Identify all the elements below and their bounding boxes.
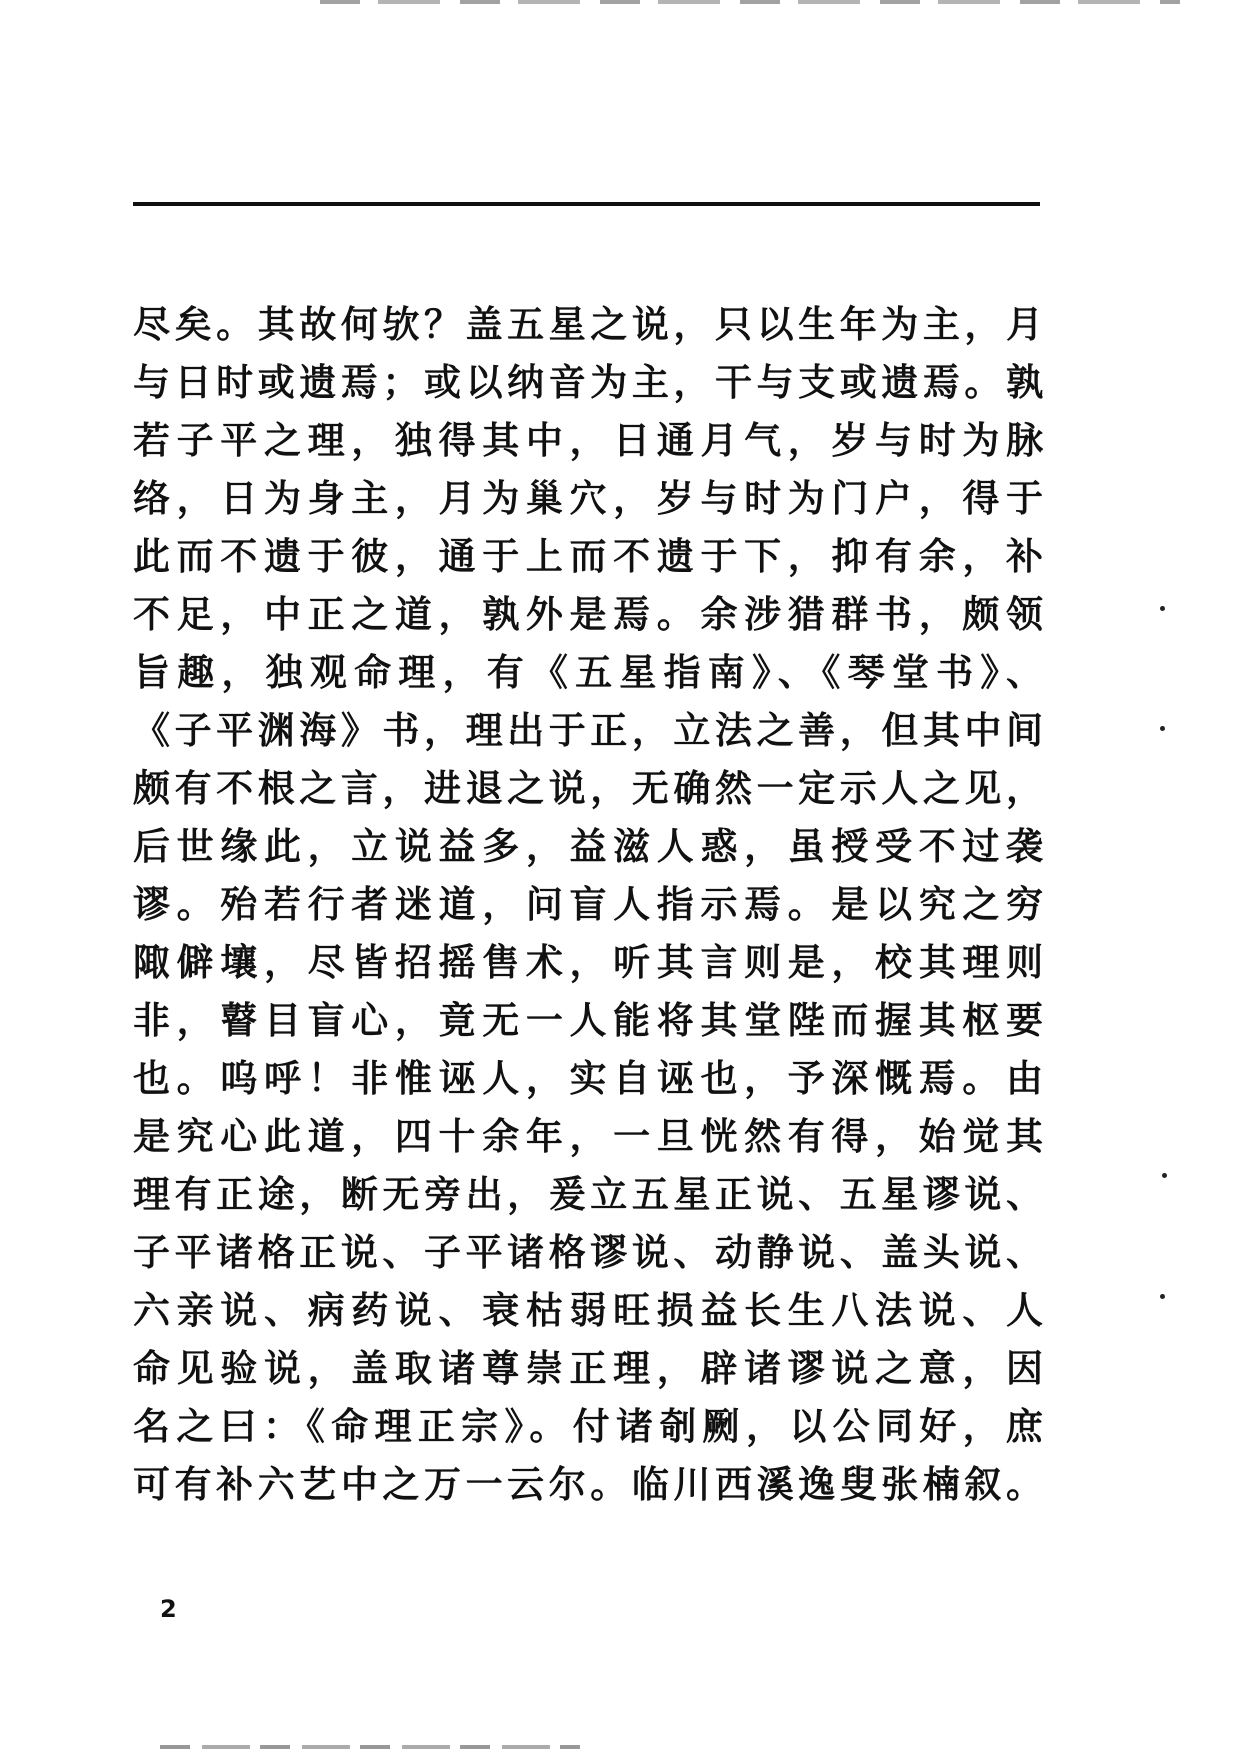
text-line-15: 是究心此道，四十余年，一旦恍然有得，始觉其 <box>133 1114 1043 1158</box>
text-line-14: 也。呜呼！非惟诬人，实自诬也，予深慨焉。由 <box>133 1056 1043 1100</box>
text-line-3: 若子平之理，独得其中，日通月气，岁与时为脉 <box>133 418 1043 462</box>
page-number: 2 <box>160 1595 177 1623</box>
text-line-8: 《子平渊海》书，理出于正，立法之善，但其中间 <box>133 708 1043 752</box>
text-line-7: 旨趣，独观命理，有《五星指南》、《琴堂书》、 <box>133 650 1043 694</box>
header-rule <box>133 202 1040 206</box>
text-line-11: 谬。殆若行者迷道，问盲人指示焉。是以究之穷 <box>133 882 1043 926</box>
text-line-16: 理有正途，断无旁出，爰立五星正说、五星谬说、 <box>133 1172 1043 1216</box>
text-line-21: 可有补六艺中之万一云尔。临川西溪逸叟张楠叙。 <box>133 1462 1043 1506</box>
text-line-4: 络，日为身主，月为巢穴，岁与时为门户，得于 <box>133 476 1043 520</box>
scan-speck <box>1160 1294 1165 1299</box>
text-line-19: 命见验说，盖取诸尊崇正理，辟诸谬说之意，因 <box>133 1346 1043 1390</box>
text-line-10: 后世缘此，立说益多，益滋人惑，虽授受不过袭 <box>133 824 1043 868</box>
text-line-6: 不足，中正之道，孰外是焉。余涉猎群书，颇领 <box>133 592 1043 636</box>
body-text <box>133 295 1043 1513</box>
text-line-9: 颇有不根之言，进退之说，无确然一定示人之见， <box>133 766 1043 810</box>
text-line-2: 与日时或遗焉；或以纳音为主，干与支或遗焉。孰 <box>133 360 1043 404</box>
text-line-17: 子平诸格正说、子平诸格谬说、动静说、盖头说、 <box>133 1230 1043 1274</box>
text-line-18: 六亲说、病药说、衰枯弱旺损益长生八法说、人 <box>133 1288 1043 1332</box>
scan-edge-top <box>320 0 1180 4</box>
scan-speck <box>1160 606 1165 611</box>
scan-speck <box>1162 1173 1167 1178</box>
text-line-5: 此而不遗于彼，通于上而不遗于下，抑有余，补 <box>133 534 1043 578</box>
text-line-13: 非，瞽目盲心，竟无一人能将其堂陛而握其枢要 <box>133 998 1043 1042</box>
text-line-20: 名之曰：《命理正宗》。付诸剞劂，以公同好，庶 <box>133 1404 1043 1448</box>
text-line-12: 陬僻壤，尽皆招摇售术，听其言则是，校其理则 <box>133 940 1043 984</box>
scan-speck <box>1160 726 1165 731</box>
text-line-1: 尽矣。其故何欤？盖五星之说，只以生年为主，月 <box>133 302 1043 346</box>
scan-edge-bottom <box>160 1745 580 1749</box>
